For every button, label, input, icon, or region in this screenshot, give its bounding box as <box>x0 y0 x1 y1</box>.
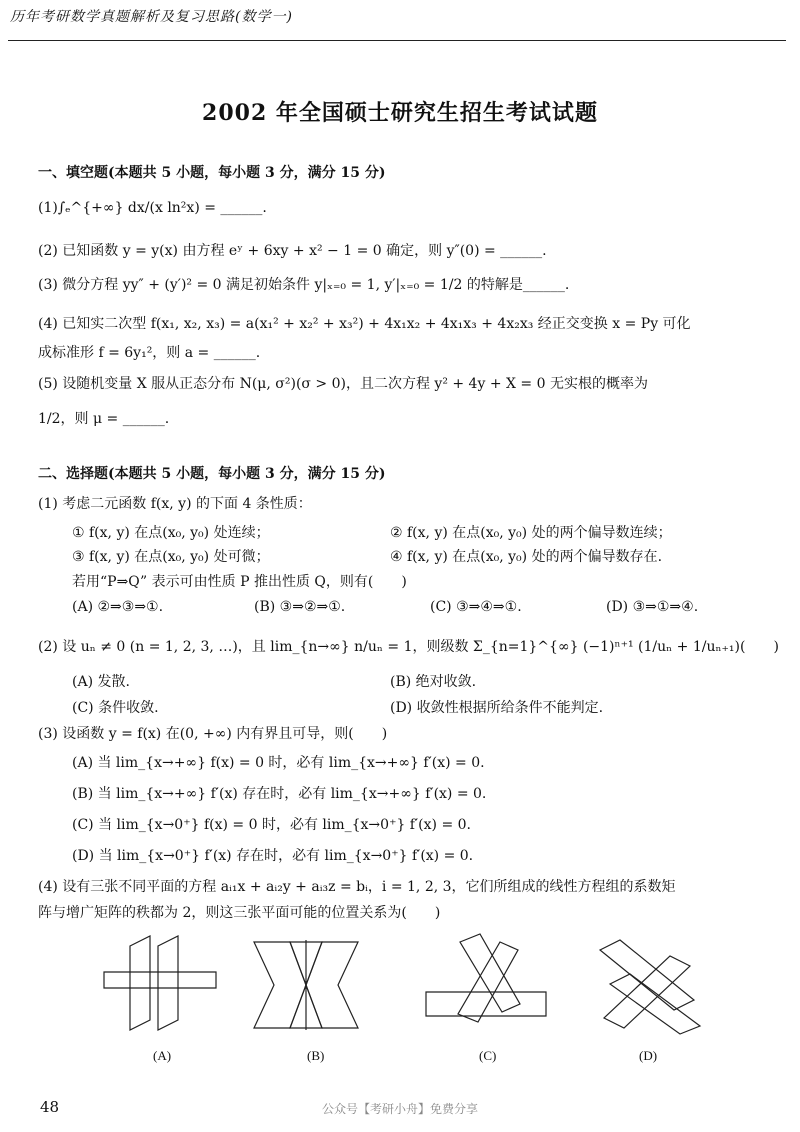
choice-q3-stem: (3) 设函数 y = f(x) 在(0, +∞) 内有界且可导，则( ) <box>38 726 388 742</box>
choice-q1-prop3: ③ f(x, y) 在点(x₀, y₀) 处可微； <box>72 549 270 565</box>
fill-q5-line2: 1/2，则 μ = ______. <box>38 411 170 427</box>
plane-b2 <box>306 942 358 1028</box>
plane-a3 <box>104 972 216 988</box>
choice-q2-stem: (2) 设 uₙ ≠ 0 (n = 1, 2, 3, …)，且 lim_{n→∞} n/uₙ = 1，则级数 Σ_{n=1}^{∞} (−1)ⁿ⁺¹ (1/uₙ + 1/uₙ₊₁)( ) <box>38 639 779 655</box>
figure-d-label: (D) <box>639 1048 658 1063</box>
plane-a2 <box>158 936 178 1030</box>
choice-q2-option-b: (B) 绝对收敛. <box>390 674 477 690</box>
choice-q2-option-a: (A) 发散. <box>72 674 130 690</box>
fill-q1: (1)∫ₑ^{+∞} dx/(x ln²x) = ______. <box>38 200 267 216</box>
fill-q3: (3) 微分方程 yy″ + (y′)² = 0 满足初始条件 y|ₓ₌₀ = 1, y′|ₓ₌₀ = 1/2 的特解是______. <box>38 277 570 293</box>
section1-heading: 一、填空题(本题共 5 小题，每小题 3 分，满分 15 分) <box>38 165 386 181</box>
running-header: 历年考研数学真题解析及复习思路(数学一) <box>10 9 293 25</box>
plane-b1 <box>254 942 306 1028</box>
choice-q1-prop1: ① f(x, y) 在点(x₀, y₀) 处连续； <box>72 525 270 541</box>
fill-q4-line2: 成标准形 f = 6y₁²，则 a = ______. <box>38 345 261 361</box>
choice-q1-stem: (1) 考虑二元函数 f(x, y) 的下面 4 条性质： <box>38 496 312 512</box>
choice-q1-option-d: (D) ③⇒①⇒④. <box>606 599 699 615</box>
plane-d2 <box>604 956 690 1028</box>
header-rule <box>8 40 786 41</box>
fill-q5-line1: (5) 设随机变量 X 服从正态分布 N(μ, σ²)(σ > 0)，且二次方程 y² + 4y + X = 0 无实根的概率为 <box>38 376 648 392</box>
figure-a-label: (A) <box>153 1048 172 1063</box>
fill-q2: (2) 已知函数 y = y(x) 由方程 eʸ + 6xy + x² − 1 = 0 确定，则 y″(0) = ______. <box>38 243 547 259</box>
figure-c-label: (C) <box>479 1048 497 1063</box>
fill-q4-line1: (4) 已知实二次型 f(x₁, x₂, x₃) = a(x₁² + x₂² + x₃²) + 4x₁x₂ + 4x₁x₃ + 4x₂x₃ 经正交变换 x = Py 可化 <box>38 316 691 332</box>
choice-q3-option-a: (A) 当 lim_{x→+∞} f(x) = 0 时，必有 lim_{x→+∞} f′(x) = 0. <box>72 755 485 771</box>
section2-heading: 二、选择题(本题共 5 小题，每小题 3 分，满分 15 分) <box>38 466 386 482</box>
choice-q3-option-d: (D) 当 lim_{x→0⁺} f′(x) 存在时，必有 lim_{x→0⁺} f′(x) = 0. <box>72 848 474 864</box>
figure-a-planes <box>100 930 220 1040</box>
choice-q1-option-a: (A) ②⇒③⇒①. <box>72 599 164 615</box>
figure-b-label: (B) <box>307 1048 325 1063</box>
plane-a1 <box>130 936 150 1030</box>
choice-q3-option-b: (B) 当 lim_{x→+∞} f′(x) 存在时，必有 lim_{x→+∞} f′(x) = 0. <box>72 786 487 802</box>
page-number: 48 <box>40 1098 60 1116</box>
choice-q4-line2: 阵与增广矩阵的秩都为 2，则这三张平面可能的位置关系为( ) <box>38 905 441 921</box>
figure-d-planes <box>590 930 710 1040</box>
choice-q3-option-c: (C) 当 lim_{x→0⁺} f(x) = 0 时，必有 lim_{x→0⁺} f′(x) = 0. <box>72 817 471 833</box>
choice-q1-option-c: (C) ③⇒④⇒①. <box>430 599 522 615</box>
plane-c1 <box>426 992 546 1016</box>
watermark-footer: 公众号【考研小舟】免费分享 <box>321 1102 478 1116</box>
choice-q1-if-line: 若用“P⇒Q” 表示可由性质 P 推出性质 Q，则有( ) <box>72 574 407 590</box>
choice-q4-line1: (4) 设有三张不同平面的方程 aᵢ₁x + aᵢ₂y + aᵢ₃z = bᵢ，i = 1, 2, 3，它们所组成的线性方程组的系数矩 <box>38 879 676 895</box>
choice-q1-prop4: ④ f(x, y) 在点(x₀, y₀) 处的两个偏导数存在. <box>390 549 663 565</box>
choice-q1-prop2: ② f(x, y) 在点(x₀, y₀) 处的两个偏导数连续； <box>390 525 672 541</box>
choice-q2-option-c: (C) 条件收敛. <box>72 700 159 716</box>
figure-c-planes <box>420 930 560 1040</box>
choice-q1-option-b: (B) ③⇒②⇒①. <box>254 599 346 615</box>
figure-b-planes <box>240 930 380 1040</box>
choice-q2-option-d: (D) 收敛性根据所给条件不能判定. <box>390 700 604 716</box>
page-title: 2002 年全国硕士研究生招生考试试题 <box>202 100 598 126</box>
